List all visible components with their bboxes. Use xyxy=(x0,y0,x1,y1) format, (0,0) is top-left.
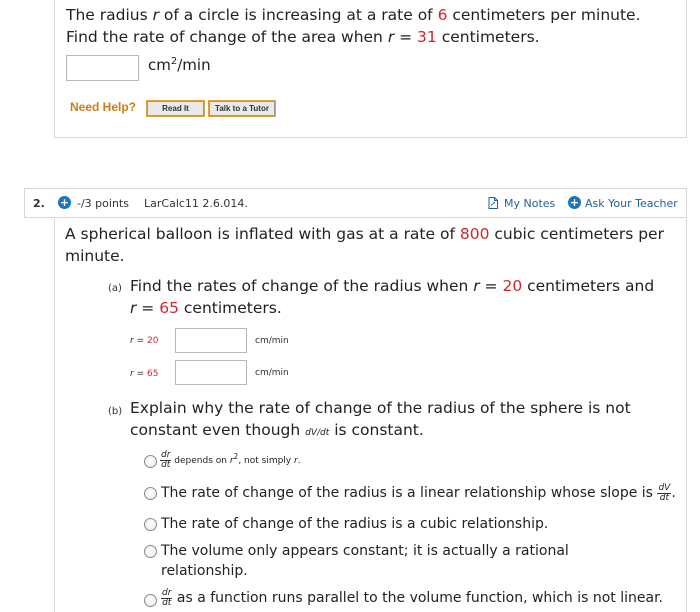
question-code: LarCalc11 2.6.014. xyxy=(144,197,248,210)
question-2-prompt: A spherical balloon is inflated with gas at a rate of 800 cubic centimeters per minute. xyxy=(65,225,664,265)
need-help-label: Need Help? xyxy=(70,100,137,114)
question-1-text: The radius r of a circle is increasing at a rate of 6 centimeters per minute. Find the rate of change of the area when r = 31 centimeters. xyxy=(66,6,641,46)
option-4-text[interactable]: The volume only appears constant; it is actually a rational relationship. xyxy=(161,543,569,579)
question-2-header xyxy=(24,188,687,218)
question-number: 2. xyxy=(33,197,45,210)
plus-circle-icon[interactable]: + xyxy=(569,196,580,209)
option-2-radio[interactable] xyxy=(144,487,157,500)
option-3-radio[interactable] xyxy=(144,518,157,531)
option-2-text[interactable]: The rate of change of the radius is a linear relationship whose slope is $\frac{dV}{dt}$ . xyxy=(161,482,676,503)
plus-circle-icon[interactable]: + xyxy=(59,196,70,209)
r65-label: r = 65 xyxy=(130,369,159,379)
part-b-text: Explain why the rate of change of the radius of the sphere is not constant even though dV/dt is constant. xyxy=(130,399,631,439)
my-notes-link[interactable]: My Notes xyxy=(504,197,556,210)
option-4-radio[interactable] xyxy=(144,545,157,558)
points-label[interactable]: -/3 points xyxy=(77,197,129,210)
notes-icon[interactable] xyxy=(488,197,498,209)
question-1-panel xyxy=(54,0,687,138)
part-b-label: (b) xyxy=(108,406,123,417)
question-2-body xyxy=(54,219,687,612)
option-1-radio[interactable] xyxy=(144,455,157,468)
read-it-button[interactable]: Read It xyxy=(147,101,204,116)
talk-to-tutor-button[interactable]: Talk to a Tutor xyxy=(209,101,275,116)
rate-r65-input[interactable] xyxy=(175,360,247,385)
option-3-text[interactable]: The rate of change of the radius is a cubic relationship. xyxy=(161,516,549,532)
area-rate-input[interactable] xyxy=(66,55,139,81)
area-rate-unit: $cm^2/\min$ xyxy=(148,56,211,74)
r20-unit: cm/min xyxy=(255,336,289,346)
option-5-text[interactable]: $\frac{dr}{dt}$ as a function runs parallel to the volume function, which is not linear. xyxy=(162,587,663,608)
option-1-text[interactable]: $\frac{dr}{dt}$ depends on $r^2$, not simply r. xyxy=(161,450,301,470)
rate-r20-input[interactable] xyxy=(175,328,247,353)
ask-teacher-link[interactable]: Ask Your Teacher xyxy=(585,197,678,210)
option-5-radio[interactable] xyxy=(144,594,157,607)
part-a-label: (a) xyxy=(108,283,122,294)
part-a-text: Find the rates of change of the radius when r = 20 centimeters and r = 65 centimeters. xyxy=(130,277,655,317)
r20-label: r = 20 xyxy=(130,336,159,346)
r65-unit: cm/min xyxy=(255,368,289,378)
